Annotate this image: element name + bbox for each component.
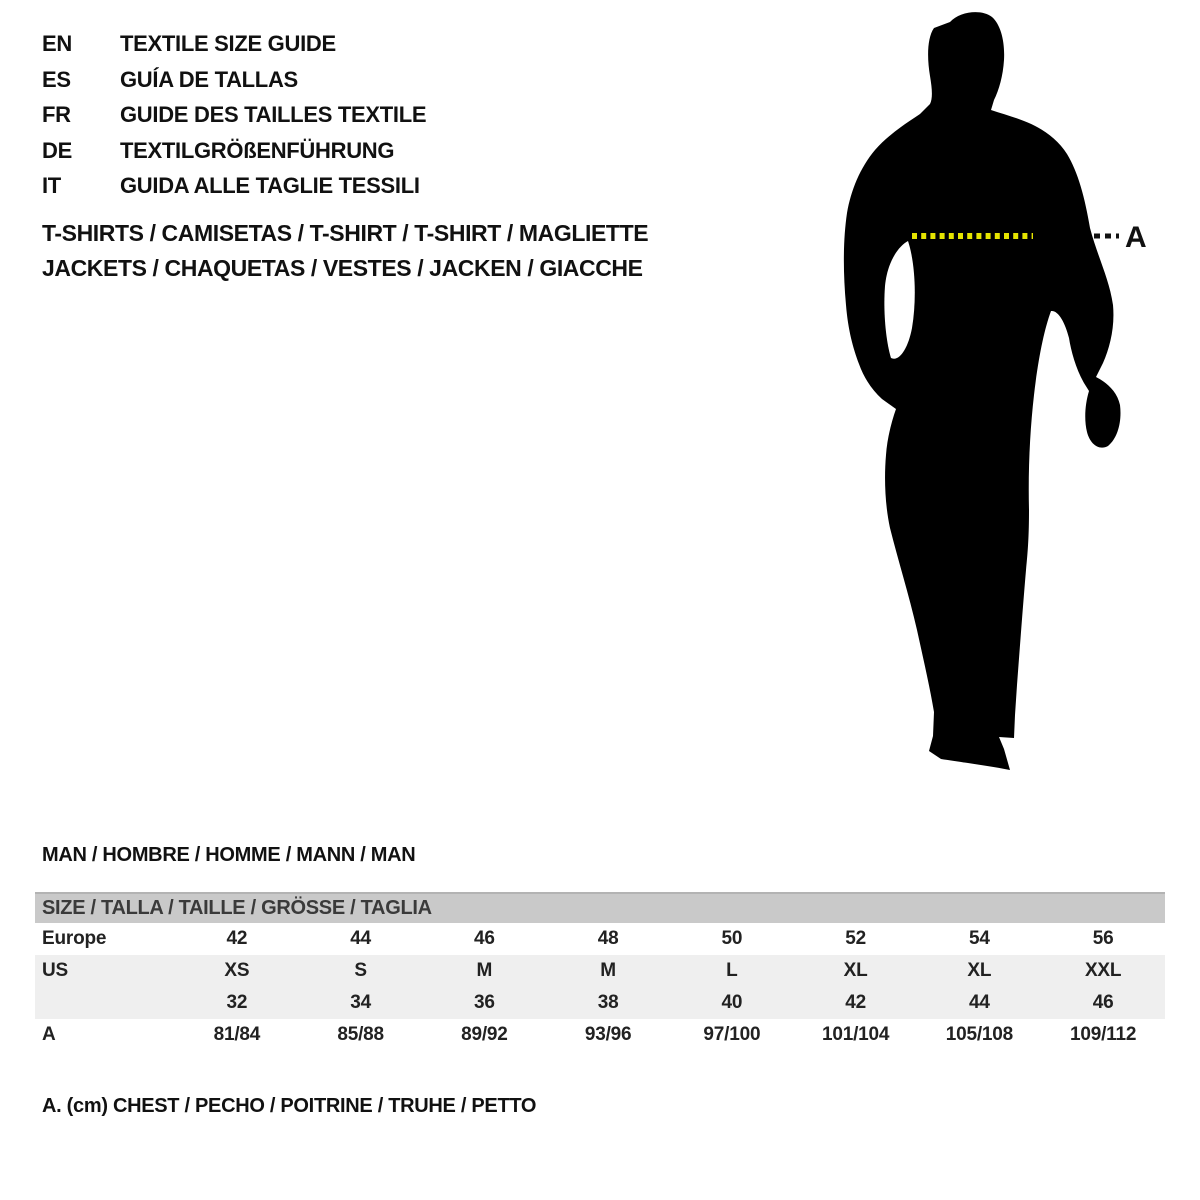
table-row [35, 987, 1165, 1019]
category-line-jackets: JACKETS / CHAQUETAS / VESTES / JACKEN / GIACCHE [42, 255, 643, 281]
language-code: FR [42, 102, 71, 128]
language-code: EN [42, 31, 72, 56]
table-cell: 38 [597, 992, 619, 1013]
table-cell: 89/92 [461, 1024, 508, 1045]
table-row [35, 955, 1165, 987]
language-code: ES [42, 66, 71, 92]
table-cell: 40 [721, 992, 743, 1013]
table-cell: XXL [1084, 960, 1122, 981]
table-cell: 105/108 [945, 1024, 1014, 1045]
table-cell: 81/84 [213, 1024, 261, 1045]
table-row-label: US [42, 960, 68, 981]
measure-label-a: A [1125, 221, 1147, 254]
language-label: TEXTILGRÖßENFÜHRUNG [120, 137, 395, 163]
language-code: DE [42, 137, 72, 163]
language-row [42, 26, 426, 62]
table-row [35, 923, 1165, 955]
table-cell: 54 [969, 928, 990, 949]
table-cell: M [600, 960, 616, 981]
table-cell: XL [843, 960, 868, 981]
table-cell: 32 [226, 992, 248, 1013]
size-table-header: SIZE / TALLA / TAILLE / GRÖSSE / TAGLIA [35, 892, 1165, 923]
man-silhouette-figure [820, 0, 1200, 800]
table-cell: 56 [1092, 928, 1114, 949]
size-table [35, 892, 1165, 1051]
table-cell: 101/104 [821, 1024, 890, 1045]
table-cell: 50 [721, 928, 743, 949]
table-cell: 42 [845, 992, 866, 1013]
language-row [42, 62, 426, 98]
table-cell: 44 [350, 928, 371, 949]
man-silhouette-shape [844, 12, 1121, 770]
table-cell: 52 [845, 928, 866, 949]
table-cell: 44 [969, 992, 990, 1013]
language-label: GUIDE DES TAILLES TEXTILE [120, 102, 427, 128]
footnote-chest: A. (cm) CHEST / PECHO / POITRINE / TRUHE / PETTO [42, 1095, 537, 1117]
language-row [42, 97, 426, 133]
table-cell: 48 [597, 928, 619, 949]
table-cell: 97/100 [703, 1024, 761, 1045]
language-label: GUÍA DE TALLAS [120, 66, 298, 92]
table-cell: 46 [1092, 992, 1114, 1013]
table-row-label: A [42, 1024, 56, 1045]
language-label: GUIDA ALLE TAGLIE TESSILI [120, 173, 420, 199]
table-cell: 34 [350, 992, 371, 1013]
table-row-label: Europe [42, 928, 107, 949]
language-code: IT [42, 173, 61, 199]
category-list [42, 216, 648, 286]
table-cell: 109/112 [1070, 1024, 1137, 1045]
table-cell: XL [967, 960, 992, 981]
language-label: TEXTILE SIZE GUIDE [120, 31, 336, 56]
table-row [35, 1019, 1165, 1051]
table-cell: XS [224, 960, 250, 981]
table-cell: 93/96 [584, 1024, 632, 1045]
table-cell: 85/88 [337, 1024, 384, 1045]
language-list [42, 26, 426, 204]
table-cell: 42 [226, 928, 248, 949]
language-row [42, 133, 426, 169]
size-table-body [35, 923, 1165, 1051]
table-cell: 46 [474, 928, 495, 949]
category-line-tshirts: T-SHIRTS / CAMISETAS / T-SHIRT / T-SHIRT / MAGLIETTE [42, 220, 649, 246]
language-row [42, 168, 426, 204]
table-cell: L [726, 960, 738, 981]
section-title-man: MAN / HOMBRE / HOMME / MANN / MAN [42, 844, 416, 866]
table-cell: S [354, 960, 367, 981]
table-cell: M [476, 960, 493, 981]
table-cell: 36 [474, 992, 495, 1013]
